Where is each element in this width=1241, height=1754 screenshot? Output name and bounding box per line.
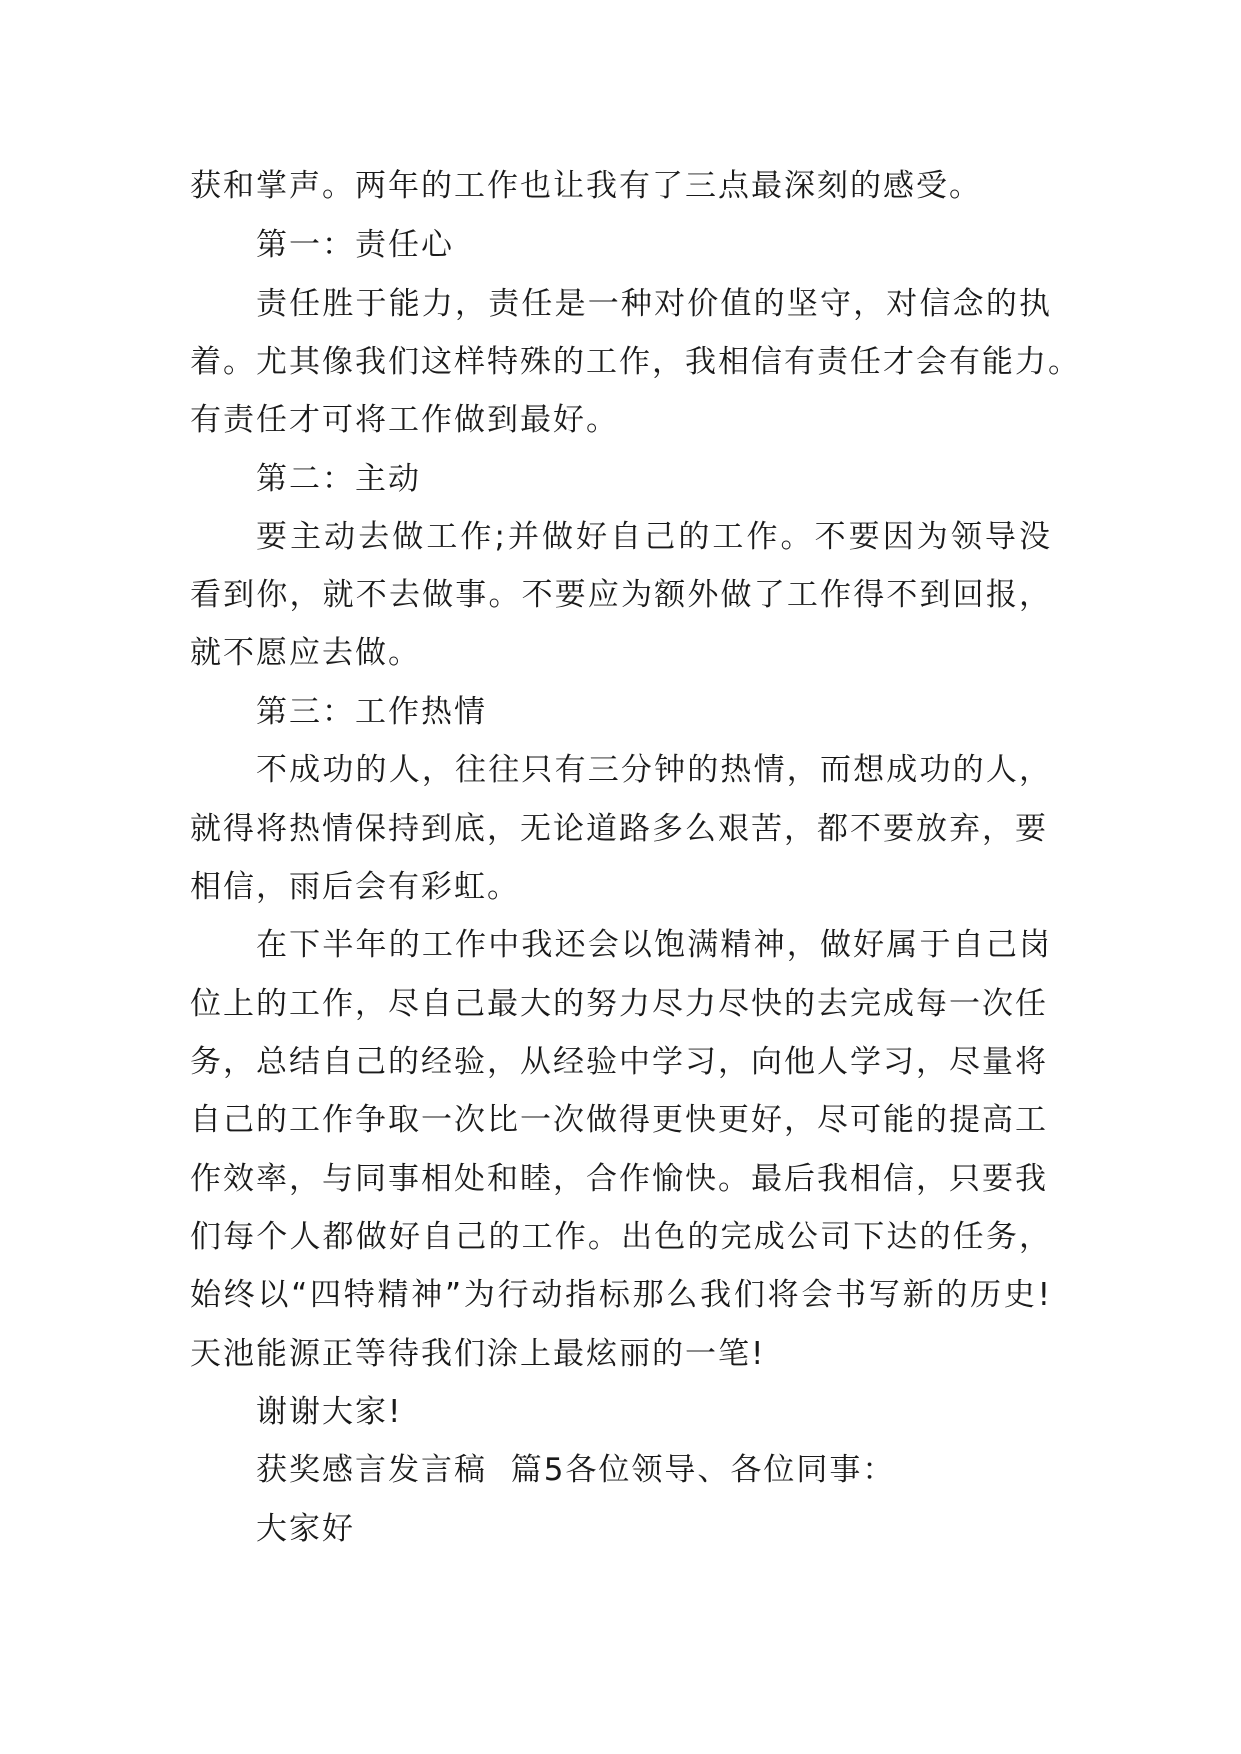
text-line: 位上的工作，尽自己最大的努力尽力尽快的去完成每一次任 [190, 986, 1048, 1022]
text-line: 作效率，与同事相处和睦，合作愉快。最后我相信，只要我 [190, 1161, 1048, 1197]
text-line: 天池能源正等待我们涂上最炫丽的一笔! [190, 1336, 766, 1372]
text-line: 有责任才可将工作做到最好。 [190, 402, 619, 438]
text-line: 就不愿应去做。 [190, 635, 421, 671]
text-line: 就得将热情保持到底，无论道路多么艰苦，都不要放弃，要 [190, 811, 1048, 847]
text-line: 始终以“四特精神”为行动指标那么我们将会书写新的历史! [190, 1277, 1052, 1313]
section-heading: 第一：责任心 [256, 227, 454, 263]
text-line: 在下半年的工作中我还会以饱满精神，做好属于自己岗 [256, 927, 1052, 963]
text-line: 获和掌声。两年的工作也让我有了三点最深刻的感受。 [190, 168, 982, 204]
text-line: 们每个人都做好自己的工作。出色的完成公司下达的任务， [190, 1219, 1052, 1255]
section-heading: 第三：工作热情 [256, 694, 487, 730]
text-line: 不成功的人，往往只有三分钟的热情，而想成功的人， [256, 752, 1052, 788]
text-line: 获奖感言发言稿 篇5各位领导、各位同事： [256, 1452, 896, 1488]
text-line: 大家好 [256, 1511, 355, 1547]
text-line: 谢谢大家! [256, 1394, 403, 1430]
text-line: 责任胜于能力，责任是一种对价值的坚守，对信念的执 [256, 286, 1052, 322]
text-line: 相信，雨后会有彩虹。 [190, 869, 520, 905]
section-heading: 第二：主动 [256, 461, 421, 497]
text-line: 看到你，就不去做事。不要应为额外做了工作得不到回报， [190, 577, 1052, 613]
text-line: 自己的工作争取一次比一次做得更快更好，尽可能的提高工 [190, 1102, 1048, 1138]
text-line: 着。尤其像我们这样特殊的工作，我相信有责任才会有能力。 [190, 344, 1081, 380]
text-line: 要主动去做工作;并做好自己的工作。不要因为领导没 [256, 519, 1052, 555]
text-line: 务，总结自己的经验，从经验中学习，向他人学习，尽量将 [190, 1044, 1048, 1080]
